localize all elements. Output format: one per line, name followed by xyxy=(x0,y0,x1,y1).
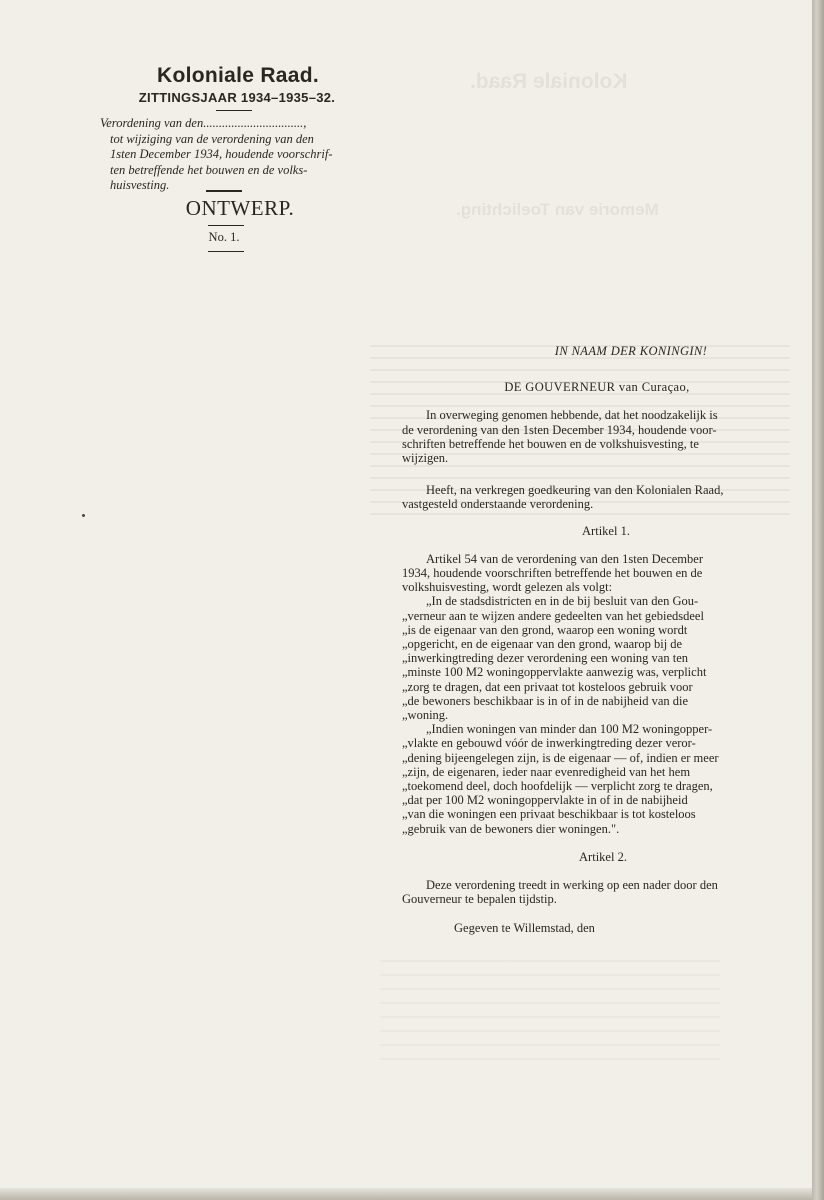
article-1-heading: Artikel 1. xyxy=(582,523,630,538)
page-bottom-edge xyxy=(0,1188,812,1200)
text-line: „is de eigenaar van den grond, waarop een woning wordt xyxy=(402,622,688,637)
text-line: Heeft, na verkregen goedkeuring van den Kolonialen Raad, xyxy=(426,483,724,498)
text-line: Deze verordening treedt in werking op een nader door den xyxy=(426,878,718,893)
enactment-clause xyxy=(402,483,780,511)
text-line: „minste 100 M2 woningoppervlakte aanwezig was, verplicht xyxy=(402,665,707,680)
governor-line: DE GOUVERNEUR van Curaçao, xyxy=(504,380,690,395)
ordinance-title xyxy=(100,116,362,194)
bleed-through-lines xyxy=(380,960,720,1070)
ordinance-text xyxy=(402,344,780,935)
text-line: „van die woningen een privaat beschikbaar is tot kosteloos xyxy=(402,807,696,822)
document-number: No. 1. xyxy=(208,230,240,244)
article-1-intro xyxy=(402,552,780,595)
invocation: IN NAAM DER KONINGIN! xyxy=(554,344,708,358)
text-line: Artikel 54 van de verordening van den 1sten December xyxy=(426,551,703,566)
text-line: „woning. xyxy=(402,708,449,723)
signature-line: Gegeven te Willemstad, den xyxy=(454,920,595,935)
title-line: tot wijziging van de verordening van den xyxy=(110,131,314,146)
text-line: „verneur aan te wijzen andere gedeelten van het gebiedsdeel xyxy=(402,608,704,623)
draft-label: ONTWERP. xyxy=(185,196,295,220)
text-line: vastgesteld onderstaande verordening. xyxy=(402,497,594,512)
title-line: huisvesting. xyxy=(110,178,170,192)
article-2-text xyxy=(402,878,780,906)
text-line: „de bewoners beschikbaar is in of in de nabijheid van die xyxy=(402,693,689,708)
text-line: 1934, houdende voorschriften betreffende het bouwen en de xyxy=(402,566,703,581)
text-line: schriften betreffende het bouwen en de volkshuisvesting, te xyxy=(402,436,699,451)
divider xyxy=(208,251,244,252)
ink-speck xyxy=(82,514,85,517)
text-line: „inwerkingtreding dezer verordening een woning van ten xyxy=(402,651,689,666)
text-line: „gebruik van de bewoners dier woningen.". xyxy=(402,821,620,836)
text-line: volkshuisvesting, wordt gelezen als volgt: xyxy=(402,580,613,595)
article-2-heading: Artikel 2. xyxy=(579,849,627,864)
text-line: In overweging genomen hebbende, dat het noodzakelijk is xyxy=(426,408,718,423)
preamble xyxy=(402,408,780,465)
title-line: ten betreffende het bouwen en de volks- xyxy=(110,162,308,177)
text-line: de verordening van den 1sten December 1934, houdende voor- xyxy=(402,422,717,437)
divider xyxy=(206,190,242,192)
bleed-through-text: Koloniale Raad. xyxy=(470,70,628,93)
council-heading: Koloniale Raad. xyxy=(156,64,320,87)
text-line: „zorg te dragen, dat een privaat tot kosteloos gebruik voor xyxy=(402,679,693,694)
title-line: Verordening van den................................, xyxy=(100,116,307,130)
text-line: „toekomend deel, doch hoofdelijk — verplicht zorg te dragen, xyxy=(402,779,713,794)
divider xyxy=(216,110,252,111)
page-edge xyxy=(812,0,824,1200)
bleed-through-text: Memorie van Toelichting. xyxy=(456,200,659,219)
text-line: „vlakte en gebouwd vóór de inwerkingtreding dezer veror- xyxy=(402,736,696,751)
text-line: „dening bijeengelegen zijn, is de eigenaar — of, indien er meer xyxy=(402,750,719,765)
text-line: „dat per 100 M2 woningoppervlakte in of in de nabijheid xyxy=(402,793,688,808)
text-line: „Indien woningen van minder dan 100 M2 woningopper- xyxy=(426,722,713,737)
text-line: Gouverneur te bepalen tijdstip. xyxy=(402,892,557,907)
text-line: „In de stadsdistricten en in de bij besluit van den Gou- xyxy=(426,594,699,609)
title-line: 1sten December 1934, houdende voorschrif- xyxy=(110,147,333,161)
divider xyxy=(208,225,244,226)
text-line: „zijn, de eigenaren, ieder naar evenredigheid van het hem xyxy=(402,764,691,779)
article-1-paragraph-2 xyxy=(402,722,780,836)
article-1-paragraph-1 xyxy=(402,594,780,722)
text-line: wijzigen. xyxy=(402,451,449,466)
session-year: ZITTINGSJAAR 1934–1935–32. xyxy=(138,90,336,105)
text-line: „opgericht, en de eigenaar van den grond, waarop bij de xyxy=(402,637,683,652)
